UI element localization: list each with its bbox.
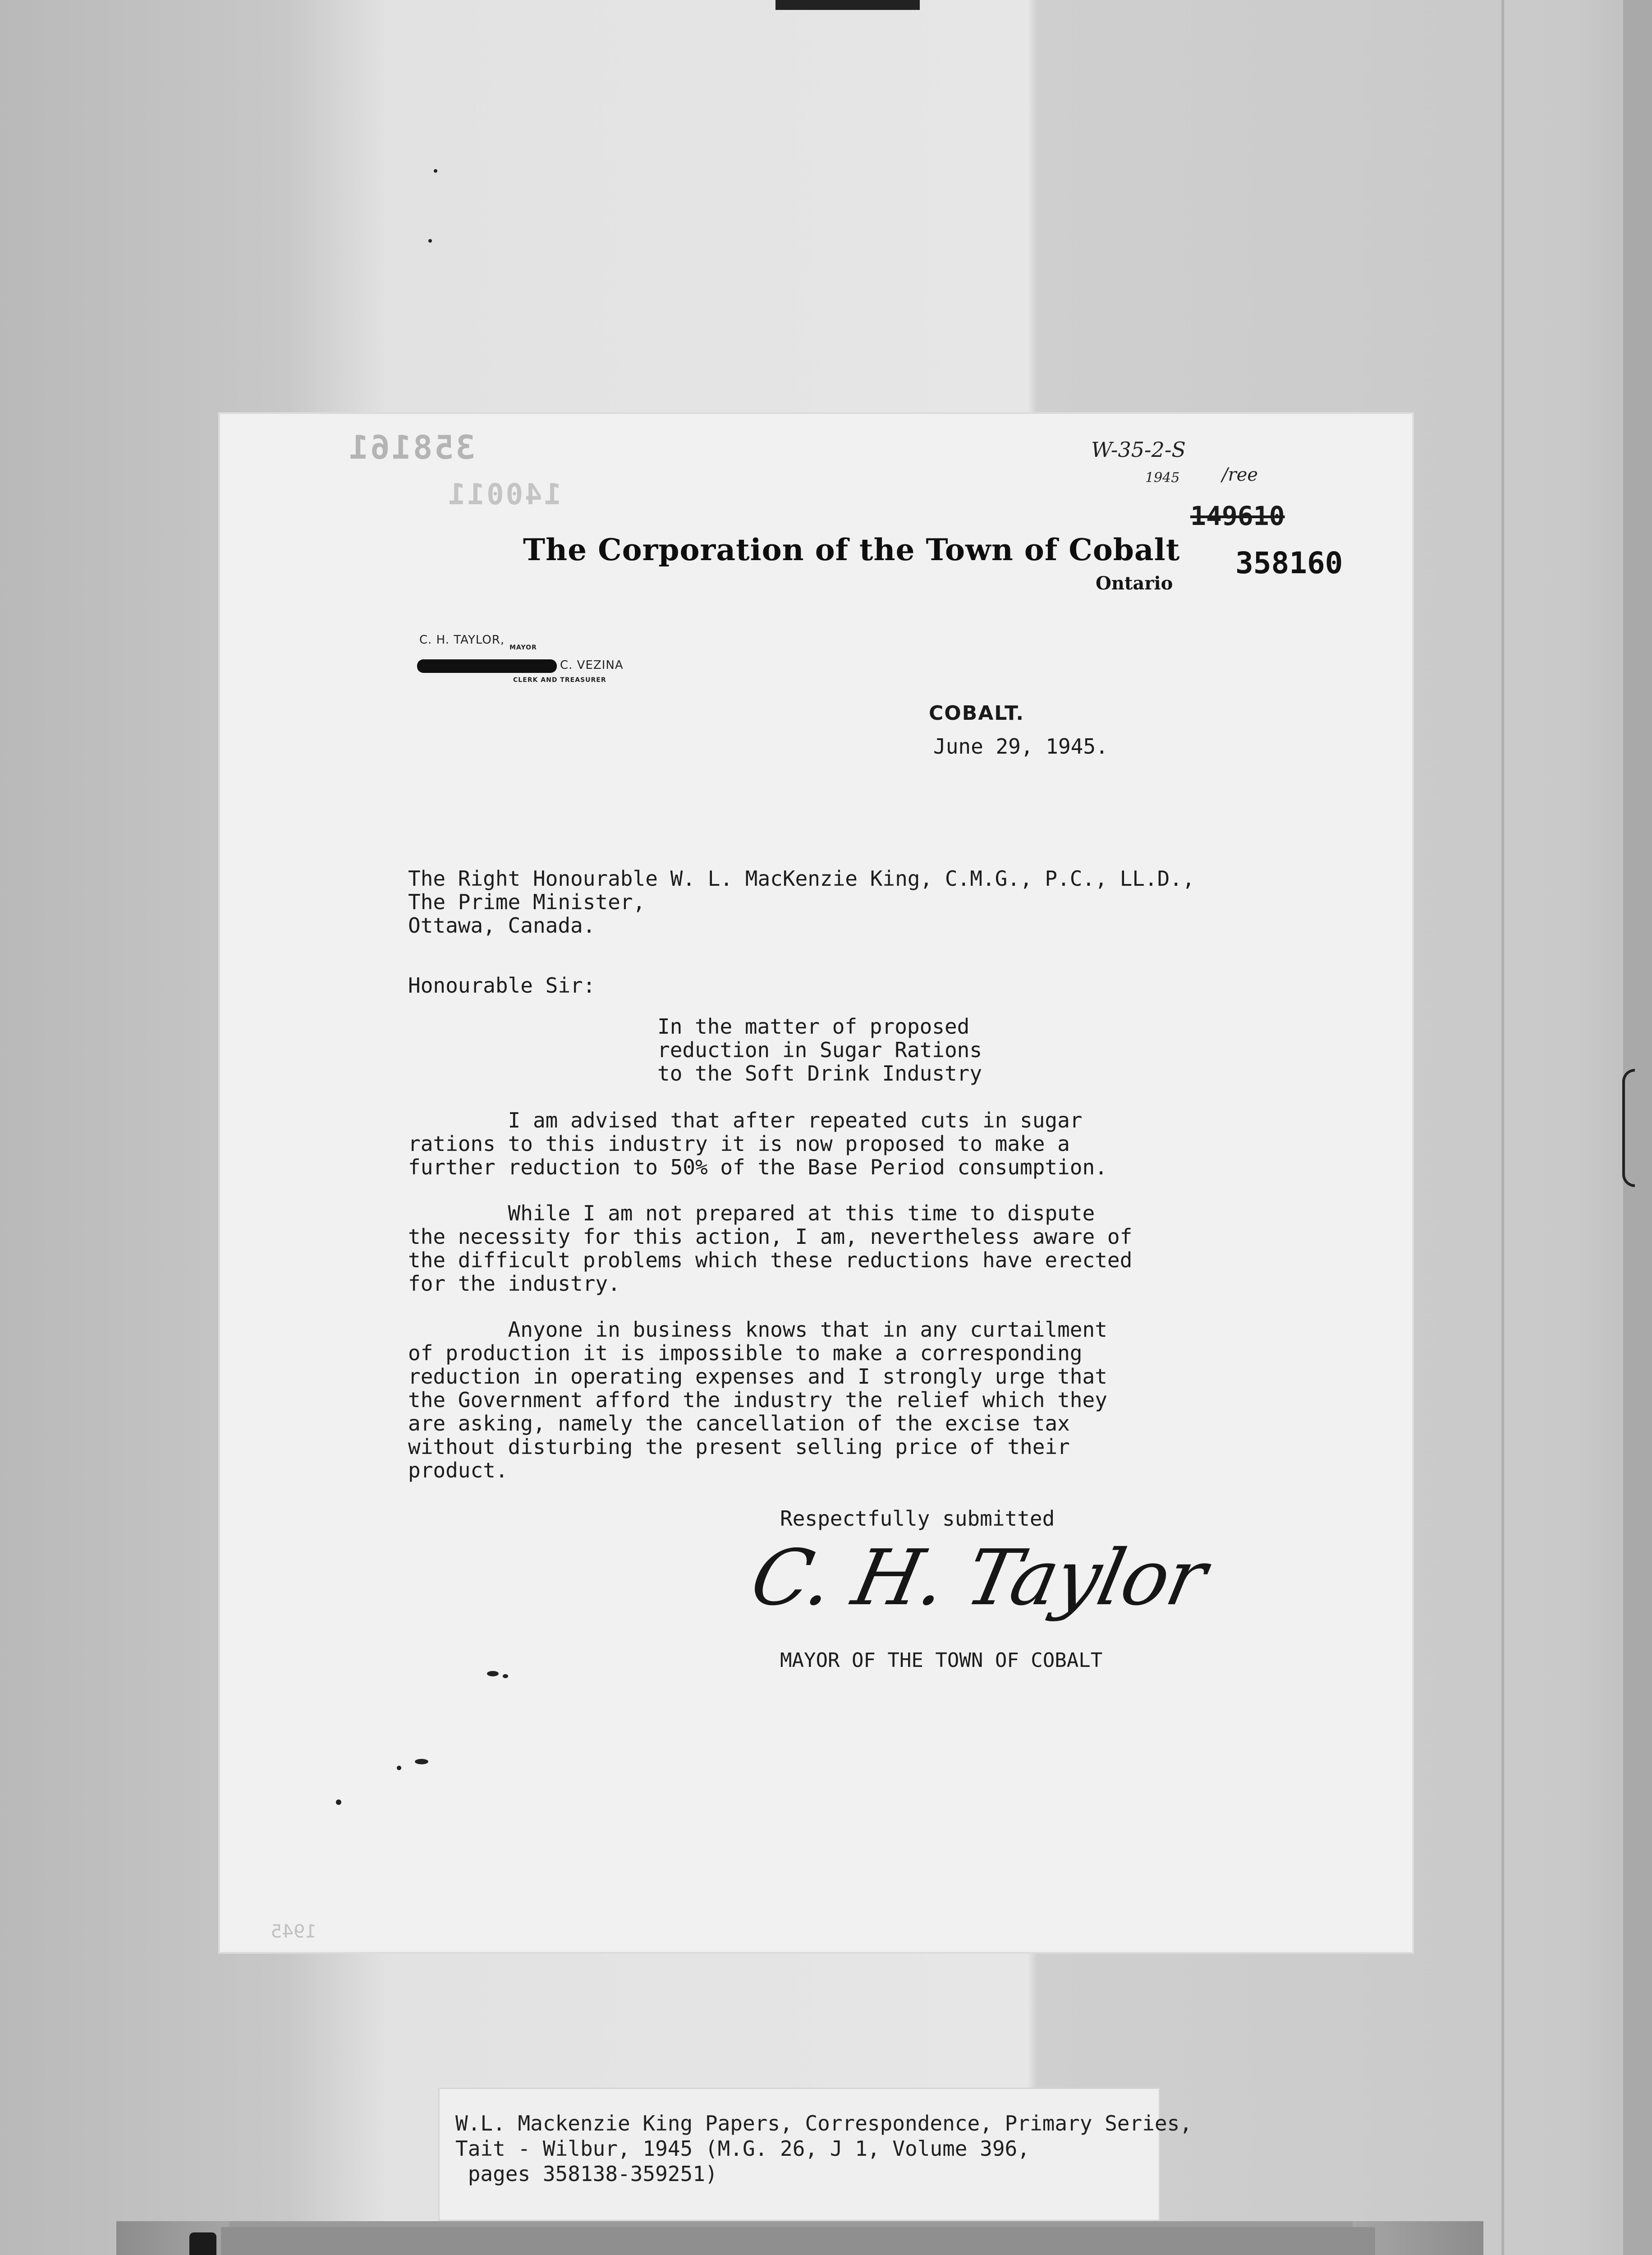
archival-caption-text: [455, 2111, 1192, 2186]
subject-line: reduction in Sugar Rations: [657, 1038, 982, 1062]
binder-clip: [1622, 1069, 1635, 1187]
letterhead-title: The Corporation of the Town of Cobalt: [523, 532, 1180, 567]
clerk-name: C. VEZINA: [560, 658, 624, 672]
handwritten-file-reference: W-35-2-S: [1091, 437, 1186, 462]
bleed-through-number: 358161: [347, 428, 476, 466]
caption-line: pages 358138-359251): [455, 2162, 718, 2186]
letter-place: COBALT.: [929, 702, 1025, 725]
body-line: of production it is impossible to make a corresponding: [408, 1341, 1083, 1365]
signatory-title: MAYOR OF THE TOWN OF COBALT: [780, 1649, 1103, 1672]
caption-line: Tait - Wilbur, 1945 (M.G. 26, J 1, Volume 396,: [455, 2136, 1030, 2161]
body-line: reduction in operating expenses and I strongly urge that: [408, 1364, 1107, 1389]
letterhead-province: Ontario: [1096, 573, 1173, 594]
body-line: the necessity for this action, I am, nevertheless aware of: [408, 1224, 1133, 1249]
subject-line: to the Soft Drink Industry: [657, 1061, 982, 1086]
ink-speck: [434, 169, 437, 173]
handwritten-signature: C. H. Taylor: [743, 1533, 1214, 1623]
body-line: without disturbing the present selling price of their: [408, 1435, 1070, 1459]
struck-out-number: 149610: [1190, 501, 1285, 531]
body-line: the Government afford the industry the relief which they: [408, 1388, 1107, 1412]
body-line: While I am not prepared at this time to dispute: [408, 1201, 1095, 1225]
bleed-through-number-2: 140011: [446, 478, 562, 511]
closing-line: Respectfully submitted: [780, 1506, 1055, 1531]
body-line: further reduction to 50% of the Base Period consumption.: [408, 1155, 1107, 1179]
handwritten-year: 1945: [1145, 470, 1180, 486]
recipient-line: Ottawa, Canada.: [408, 913, 596, 938]
ink-speck: [487, 1671, 499, 1676]
handwritten-marks: /ree: [1222, 465, 1258, 485]
paragraph-1: [408, 1109, 1107, 1179]
salutation: Honourable Sir:: [408, 973, 596, 998]
paragraph-3: [408, 1318, 1107, 1482]
plaque-bolt: [189, 2232, 216, 2255]
recipient-line: The Prime Minister,: [408, 890, 646, 914]
mayor-role: MAYOR: [509, 644, 537, 651]
recipient-address: [408, 867, 1195, 937]
body-line: product.: [408, 1458, 508, 1482]
document-number-stamp: 358160: [1235, 546, 1343, 580]
paragraph-2: [408, 1201, 1132, 1295]
ink-speck: [397, 1766, 401, 1770]
body-line: are asking, namely the cancellation of the excise tax: [408, 1411, 1070, 1436]
caption-line: W.L. Mackenzie King Papers, Correspondence, Primary Series,: [455, 2111, 1192, 2135]
ink-speck: [503, 1674, 508, 1678]
ink-speck: [336, 1799, 341, 1805]
top-edge-strip: [776, 0, 920, 10]
body-line: rations to this industry it is now proposed to make a: [408, 1132, 1070, 1156]
mayor-name: C. H. TAYLOR,: [419, 633, 505, 647]
clerk-role: CLERK AND TREASURER: [513, 676, 606, 684]
ink-speck: [428, 239, 432, 243]
recipient-line: The Right Honourable W. L. MacKenzie King, C.M.G., P.C., LL.D.,: [408, 866, 1195, 891]
body-line: Anyone in business knows that in any curtailment: [408, 1317, 1107, 1342]
binding-line: [1501, 0, 1504, 2255]
body-line: for the industry.: [408, 1271, 620, 1296]
letter-date: June 29, 1945.: [933, 734, 1108, 759]
letter-page: [220, 414, 1412, 1952]
redaction-mark: [417, 659, 557, 673]
bleed-through-year: 1945: [271, 1921, 317, 1942]
subject-block: [657, 1015, 982, 1085]
body-line: I am advised that after repeated cuts in sugar: [408, 1108, 1083, 1132]
subject-line: In the matter of proposed: [657, 1014, 970, 1039]
archives-plaque: [221, 2227, 1375, 2255]
ink-speck: [415, 1759, 428, 1764]
body-line: the difficult problems which these reductions have erected: [408, 1248, 1133, 1272]
